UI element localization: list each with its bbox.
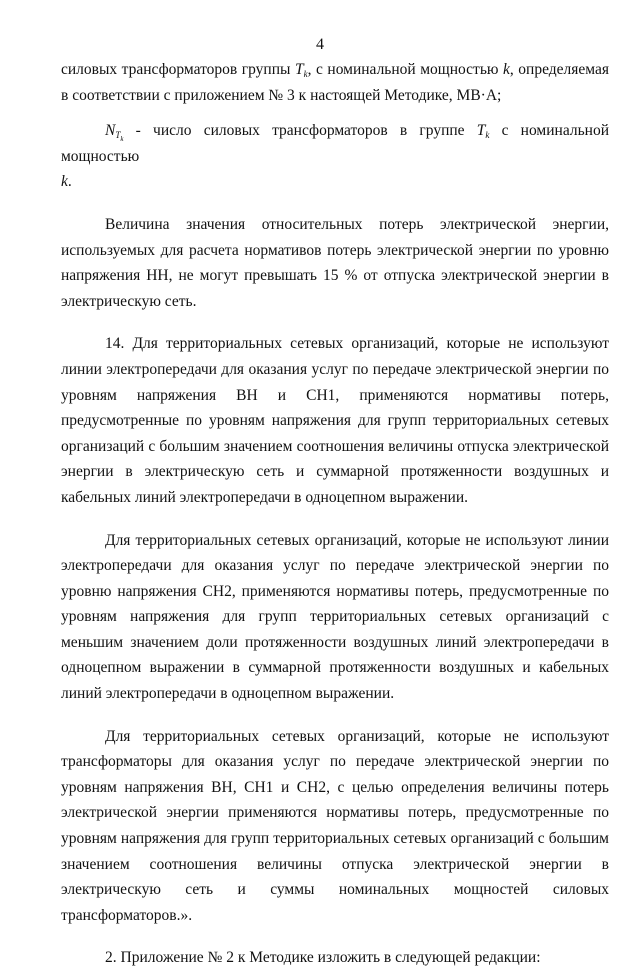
symbol-k: k (61, 173, 68, 191)
symbol-t-k: $T_k$ (476, 122, 490, 141)
paragraph-appendix-2: 2. Приложение № 2 к Методике изложить в следующей редакции: (105, 949, 541, 967)
symbol-k: k (503, 61, 510, 78)
paragraph-loss-limit: Величина значения относительных потерь электрической энергии, используемых для расчета нормативов потерь электрической энергии по уровню напряжения НН, не могут превышать 15 % от отпуска электрической энергии в электрическую сеть. (61, 215, 609, 310)
paragraph-ch2: Для территориальных сетевых организаций, которые не используют линии электропередачи для оказания услуг по передаче электрической энергии по уровню напряжения СН2, применяются нормативы потерь, предусмотренные по уровням напряжения для групп территориальных сетевых организаций с меньшим значением доли протяженности воздушных линий электропередачи в одноцепном выражении в суммарной протяженности воздушных и кабельных линий электропередачи в одноцепном выражении. (61, 531, 609, 703)
paragraph-14: 14. Для территориальных сетевых организаций, которые не используют линии электропередачи для оказания услуг по передаче электрической энергии по уровням напряжения ВН и СН1, применяются нормативы потерь, предусмотренные по уровням напряжения для групп территориальных сетевых организаций с большим значением соотношения величины отпуска электрической энергии в электрическую сеть и суммарной протяженности воздушных и кабельных линий электропередачи в одноцепном выражении. (61, 335, 609, 506)
symbol-n-tk: $N_{T_k}$ (105, 122, 124, 144)
document-body (61, 57, 609, 971)
page-number: 4 (316, 36, 324, 53)
continuation-paragraph: силовых трансформаторов группы $T_k$, с номинальной мощностью k, определяемая в соответствии с приложением № 3 к настоящей Методике, МВ·А; (61, 61, 609, 104)
paragraph-transformers: Для территориальных сетевых организаций, которые не используют трансформаторы для оказания услуг по передаче электрической энергии по уровням напряжения ВН, СН1 и СН2, с целью определения величины потерь электрической энергии применяются нормативы потерь, предусмотренные по уровням напряжения для групп территориальных сетевых организаций с большим значением соотношения величины отпуска электрической энергии в электрическую сеть и суммы номинальных мощностей силовых трансформаторов.». (61, 727, 609, 924)
symbol-t-k: $T_k$ (294, 61, 308, 79)
definition-paragraph: $N_{T_k}$ - число силовых трансформаторов в группе $T_k$ с номинальной мощностью k. (61, 122, 609, 191)
